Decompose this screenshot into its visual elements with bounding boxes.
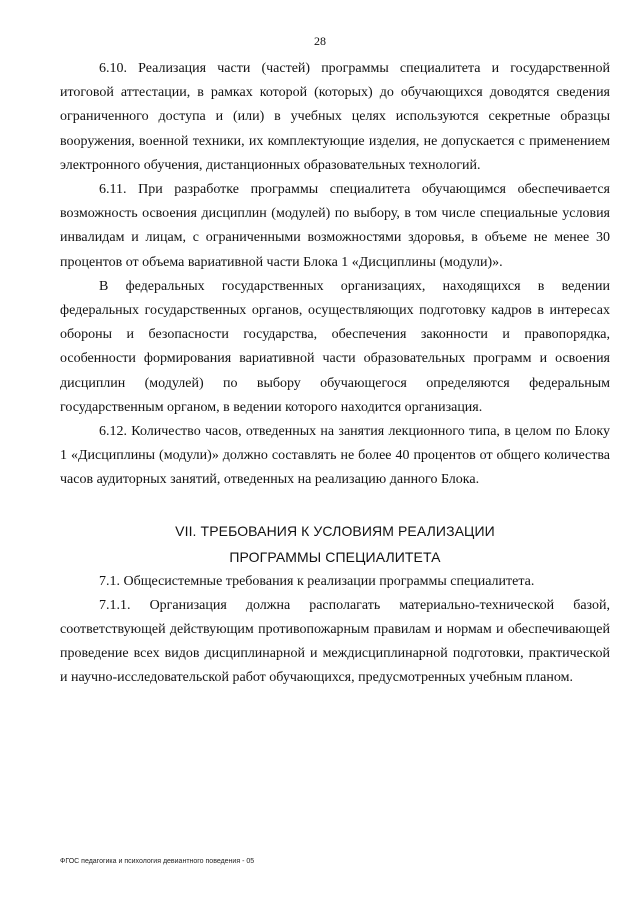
section-heading-line-2: ПРОГРАММЫ СПЕЦИАЛИТЕТА [229,548,441,565]
paragraph-federal-organizations: В федеральных государственных организациях, находящихся в ведении федеральных государственных органов, осуществляющих подготовку кадров в интересах обороны и безопасности государства, обеспечения законности и правопорядка, особенности формирования вариативной части образовательных программ и освоения дисциплин (модулей) по выбору обучающегося определяются федеральным государственным органом, в ведении которого находится организация. [60,278,610,415]
paragraph-7-1: 7.1. Общесистемные требования к реализации программы специалитета. [99,573,535,589]
paragraph-6-11: 6.11. При разработке программы специалитета обучающимся обеспечивается возможность освоения дисциплин (модулей) по выбору, в том числе специальные условия инвалидам и лицам, с ограниченными возможностями здоровья, в объеме не менее 30 процентов от объема вариативной части Блока 1 «Дисциплины (модули)». [60,182,610,270]
paragraph-6-10: 6.10. Реализация части (частей) программы специалитета и государственной итоговой аттестации, в рамках которой (которых) до обучающихся доводятся сведения ограниченного доступа и (или) в учебных целях используются секретные образцы вооружения, военной техники, их комплектующие изделия, не допускается с применением электронного обучения, дистанционных образовательных технологий. [60,61,610,173]
section-heading-line-1: VII. ТРЕБОВАНИЯ К УСЛОВИЯМ РЕАЛИЗАЦИИ [175,522,495,539]
page-footer: ФГОС педагогика и психология девиантного поведения - 05 [60,858,255,865]
paragraph-7-1-1: 7.1.1. Организация должна располагать материально-технической базой, соответствующей действующим противопожарным правилам и нормам и обеспечивающей проведение всех видов дисциплинарной и междисциплинарной подготовки, практической и научно-исследовательской работ обучающихся, предусмотренных учебным планом. [60,597,610,686]
section-heading [60,518,610,570]
page-number: 28 [314,34,326,48]
document-body [60,57,610,691]
paragraph-6-12: 6.12. Количество часов, отведенных на занятия лекционного типа, в целом по Блоку 1 «Дисциплины (модули)» должно составлять не более 40 процентов от общего количества часов аудиторных занятий, отведенных на реализацию данного Блока. [60,424,610,488]
